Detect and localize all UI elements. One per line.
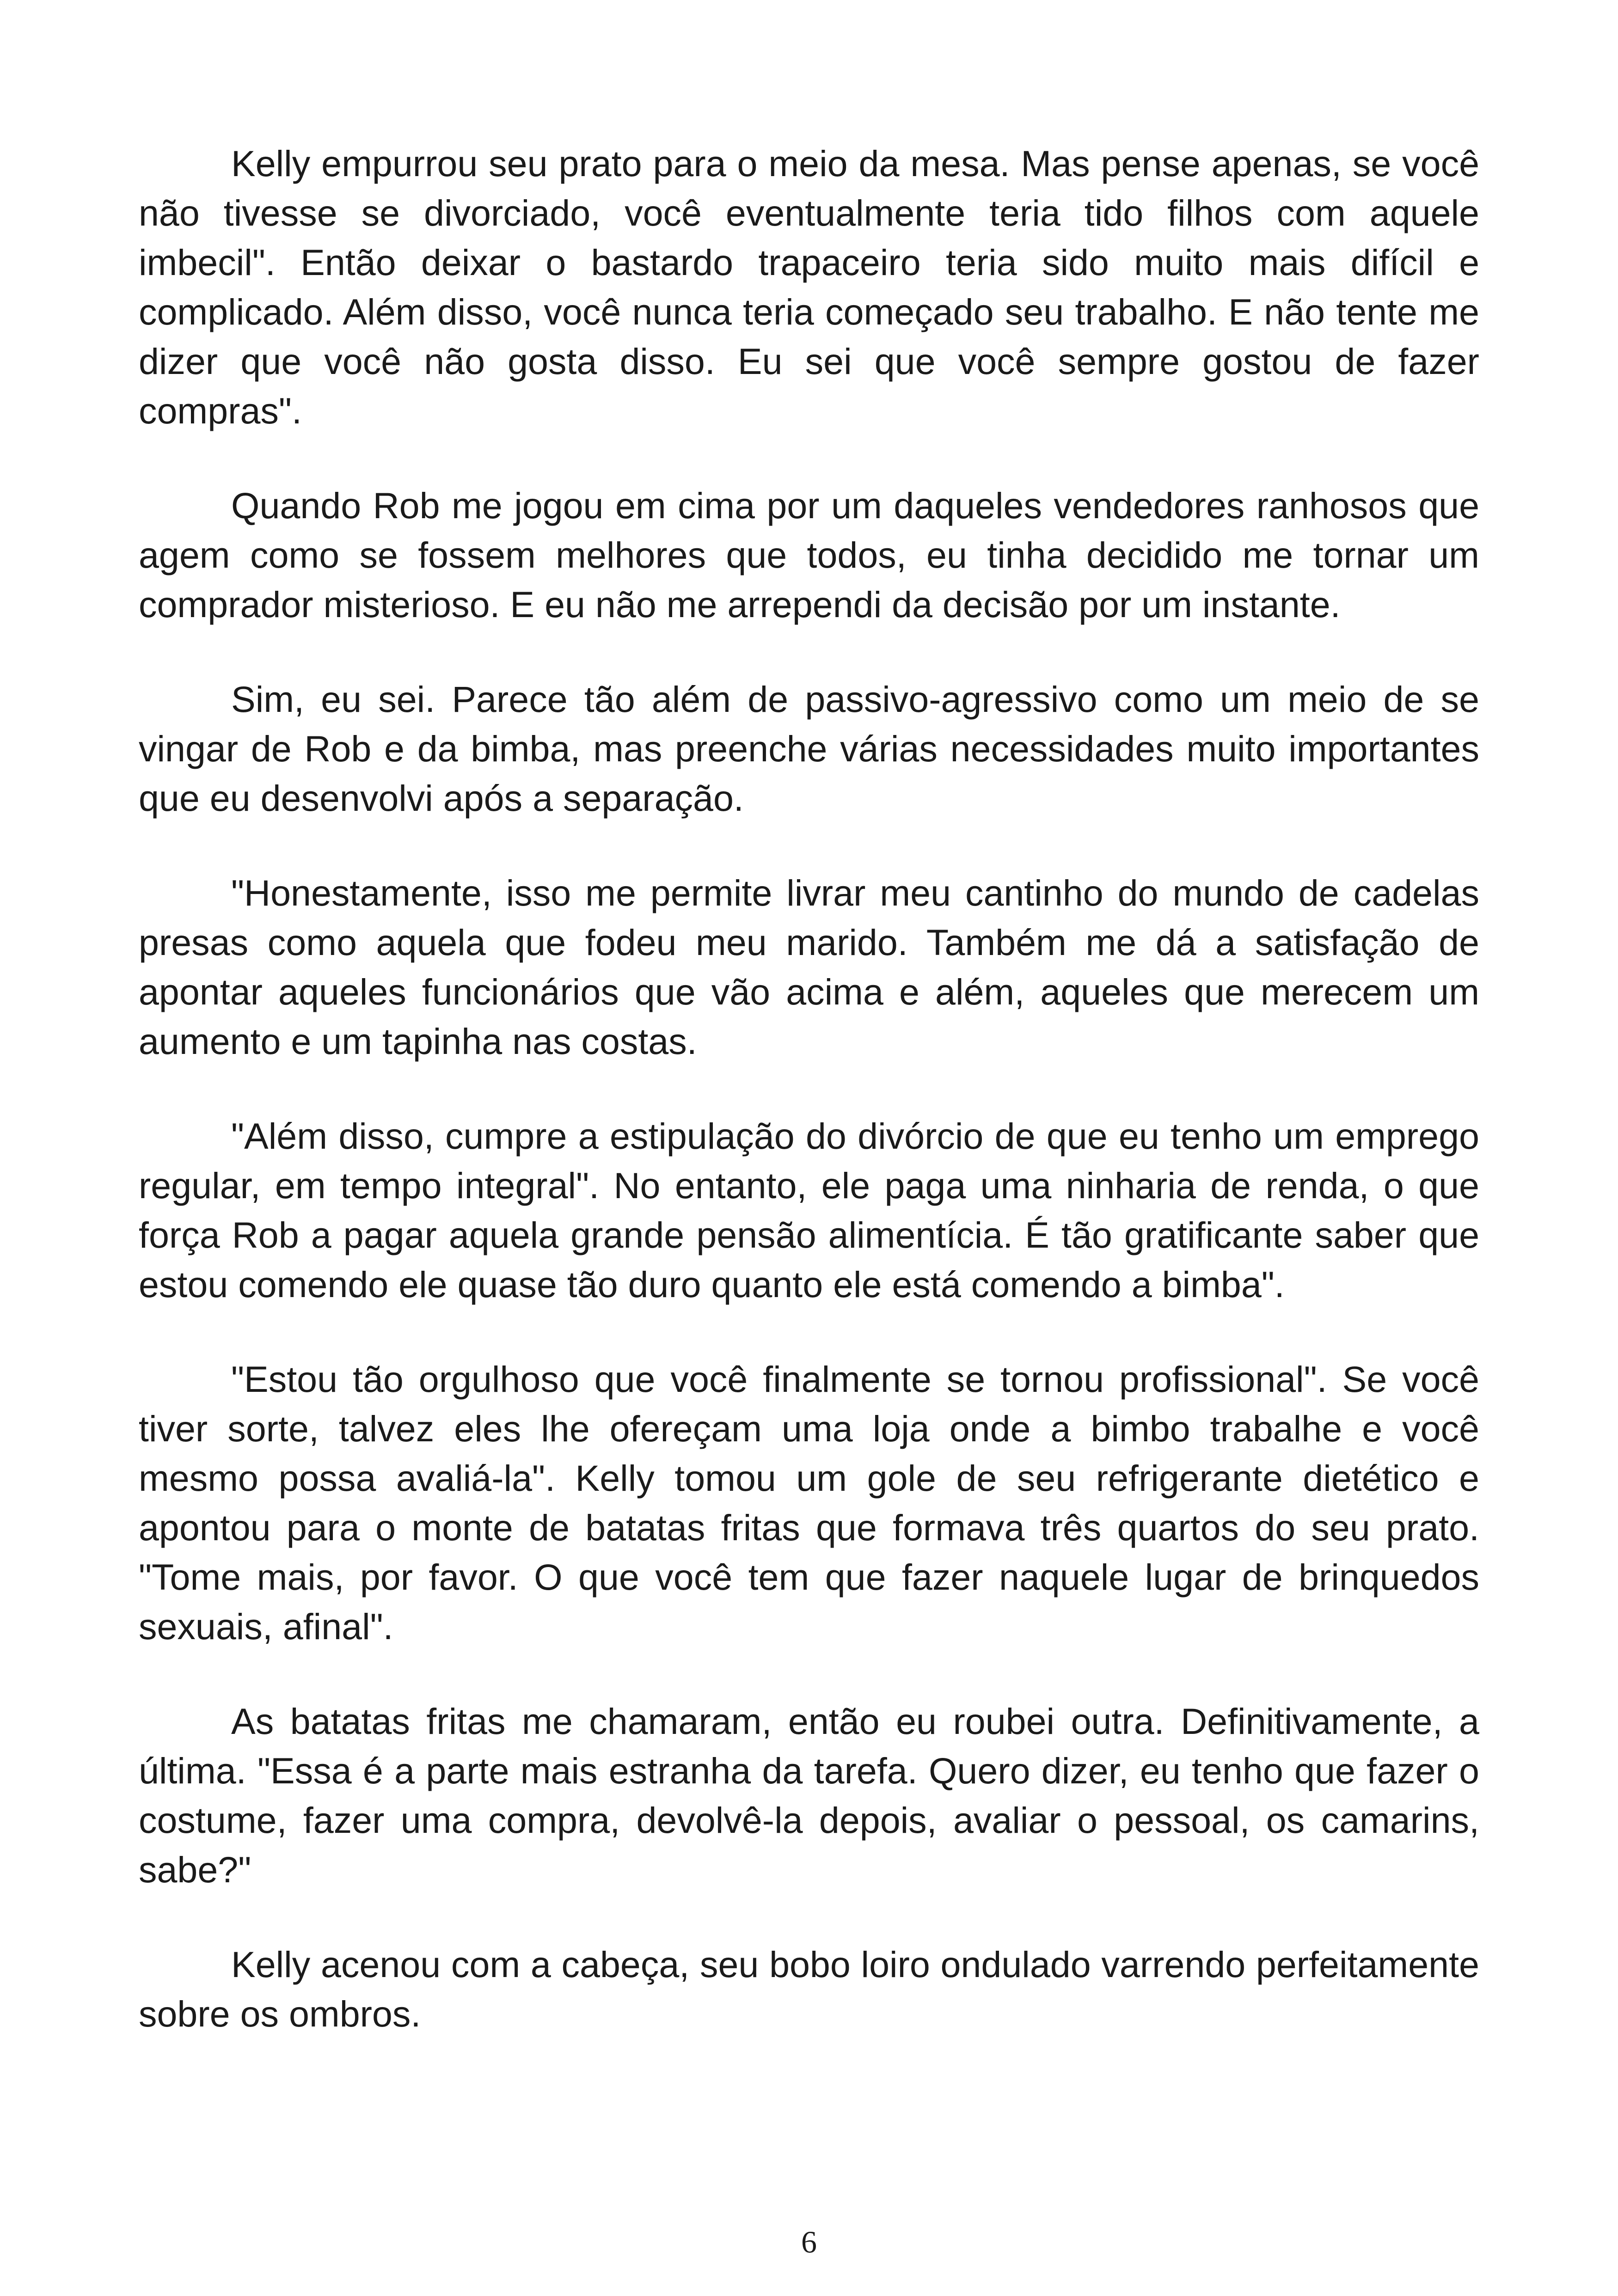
paragraph: As batatas fritas me chamaram, então eu roubei outra. Definitivamente, a última. "Essa é a parte mais estranha da tarefa. Quero dizer, eu tenho que fazer o costume, fazer uma compra, devolvê-la depois, avaliar o pessoal, os camarins, sabe?" <box>139 1701 1479 1890</box>
paragraph: Quando Rob me jogou em cima por um daqueles vendedores ranhosos que agem como se fossem melhores que todos, eu tinha decidido me tornar um comprador misterioso. E eu não me arrependi da decisão por um instante. <box>139 485 1479 625</box>
page-number: 6 <box>801 2224 817 2259</box>
paragraph: Kelly acenou com a cabeça, seu bobo loiro ondulado varrendo perfeitamente sobre os ombros. <box>139 1944 1479 2034</box>
body-text <box>139 139 1479 2084</box>
paragraph: "Além disso, cumpre a estipulação do divórcio de que eu tenho um emprego regular, em tempo integral". No entanto, ele paga uma ninharia de renda, o que força Rob a pagar aquela grande pensão alimentícia. É tão gratificante saber que estou comendo ele quase tão duro quanto ele está comendo a bimba". <box>139 1115 1479 1305</box>
paragraph: Sim, eu sei. Parece tão além de passivo-agressivo como um meio de se vingar de Rob e da bimba, mas preenche várias necessidades muito importantes que eu desenvolvi após a separação. <box>139 679 1479 819</box>
paragraph: Kelly empurrou seu prato para o meio da mesa. Mas pense apenas, se você não tivesse se divorciado, você eventualmente teria tido filhos com aquele imbecil". Então deixar o bastardo trapaceiro teria sido muito mais difícil e complicado. Além disso, você nunca teria começado seu trabalho. E não tente me dizer que você não gosta disso. Eu sei que você sempre gostou de fazer compras". <box>139 143 1479 431</box>
paragraph: "Estou tão orgulhoso que você finalmente se tornou profissional". Se você tiver sorte, talvez eles lhe ofereçam uma loja onde a bimbo trabalhe e você mesmo possa avaliá-la". Kelly tomou um gole de seu refrigerante dietético e apontou para o monte de batatas fritas que formava três quartos do seu prato. "Tome mais, por favor. O que você tem que fazer naquele lugar de brinquedos sexuais, afinal". <box>139 1359 1479 1647</box>
paragraph: "Honestamente, isso me permite livrar meu cantinho do mundo de cadelas presas como aquela que fodeu meu marido. Também me dá a satisfação de apontar aqueles funcionários que vão acima e além, aqueles que merecem um aumento e um tapinha nas costas. <box>139 872 1479 1062</box>
